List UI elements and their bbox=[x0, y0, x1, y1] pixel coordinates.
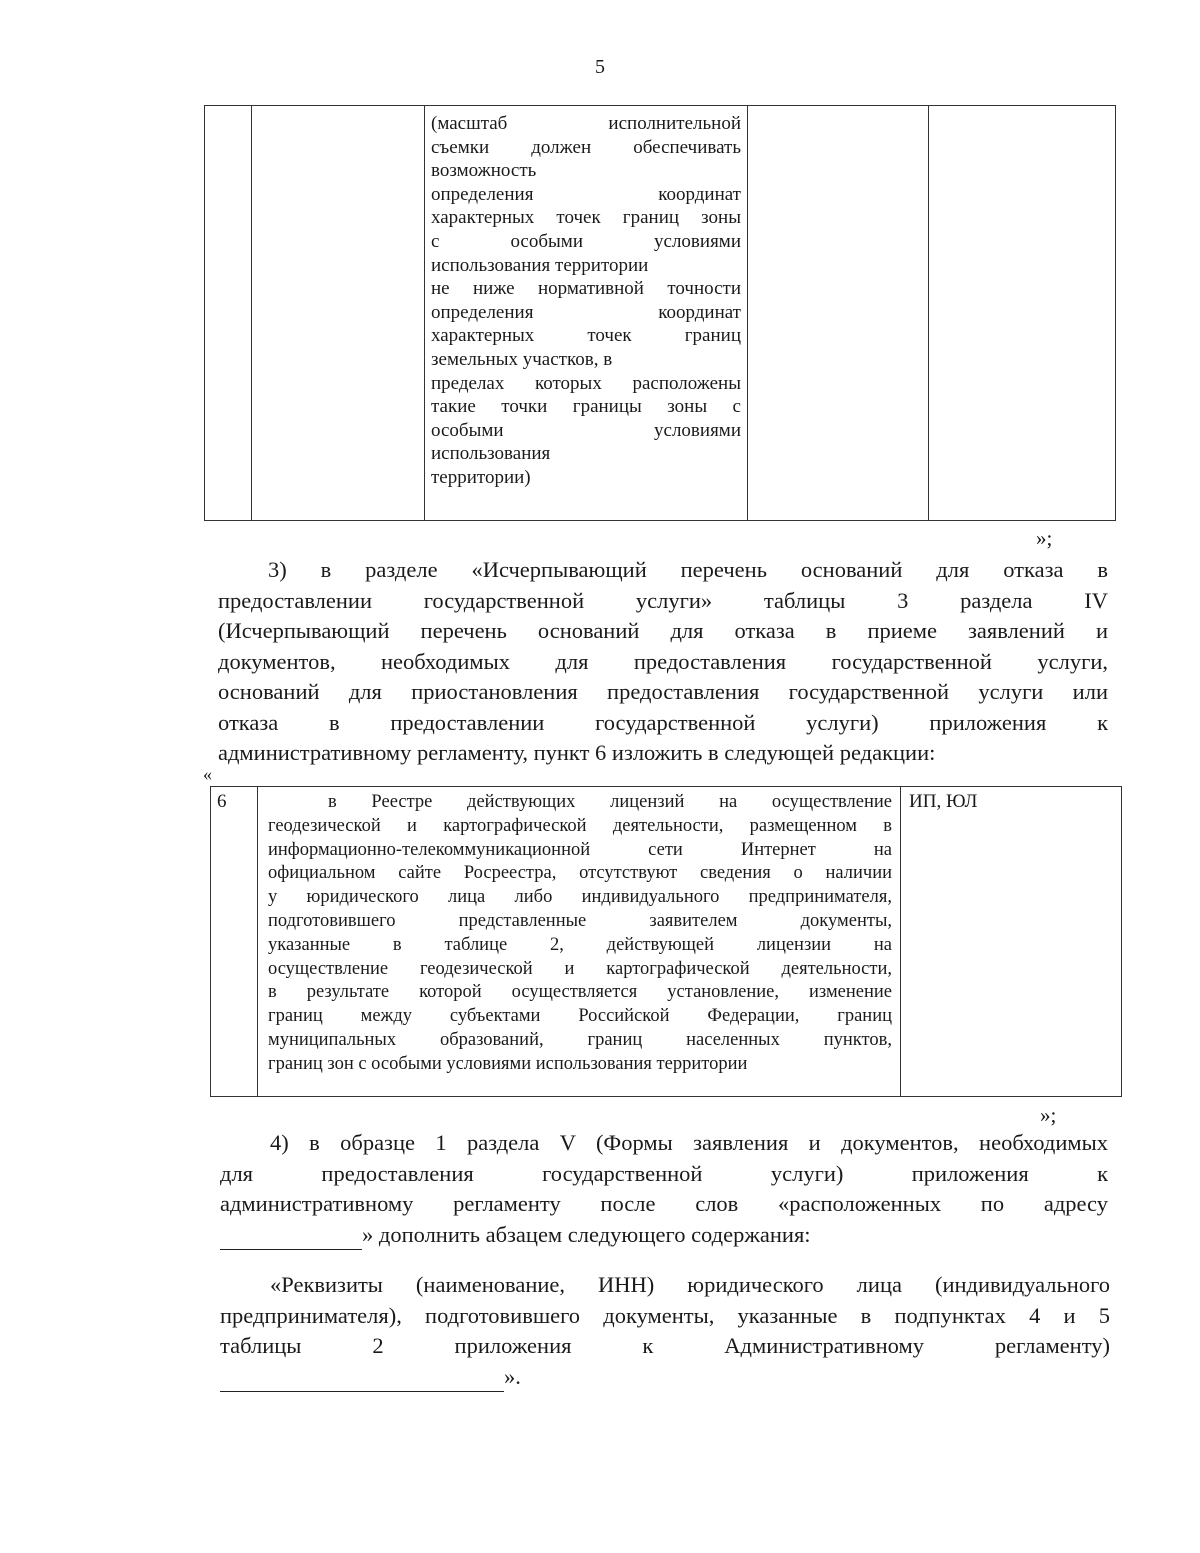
requirements-line: земельных участков, в bbox=[431, 348, 613, 370]
paragraph-line: 4) в образце 1 раздела V (Формы заявления и документов, необходимых bbox=[270, 1130, 1108, 1155]
table-cell-applicants bbox=[901, 787, 1122, 1097]
requirements-line: использования территории bbox=[431, 254, 649, 276]
grounds-line: в Реестре действующих лицензий на осуществление bbox=[328, 792, 892, 812]
requirements-line: не ниже нормативной точности bbox=[431, 278, 741, 300]
closing-quote: »; bbox=[1036, 526, 1053, 550]
paragraph-text: ». bbox=[504, 1363, 521, 1389]
table-cell-number bbox=[211, 787, 258, 1097]
grounds-line: границ зон с особыми условиями использования территории bbox=[268, 1053, 748, 1074]
paragraph-line: 3) в разделе «Исчерпывающий перечень оснований для отказа в bbox=[268, 557, 1108, 582]
paragraph-3 bbox=[218, 555, 1108, 769]
grounds-line: указанные в таблице 2, действующей лицензии на bbox=[268, 934, 892, 955]
opening-quote: « bbox=[203, 764, 212, 784]
paragraph-text: » дополнить абзацем следующего содержания: bbox=[362, 1221, 811, 1247]
requirements-line: использования bbox=[431, 443, 551, 465]
requirements-line: (масштаб исполнительной bbox=[431, 113, 741, 134]
grounds-line: официальном сайте Росреестра, отсутствуют сведения о наличии bbox=[268, 863, 892, 884]
requirements-line: территории) bbox=[431, 466, 531, 488]
requirements-line: особыми условиями bbox=[431, 419, 741, 441]
paragraph-line: документов, необходимых для предоставления государственной услуги, bbox=[218, 648, 1108, 674]
applicant-types: ИП, ЮЛ bbox=[909, 791, 978, 812]
closing-quote: »; bbox=[1040, 1103, 1057, 1127]
grounds-line: в результате которой осуществляется установление, изменение bbox=[268, 982, 892, 1003]
requirements-line: такие точки границы зоны с bbox=[431, 396, 741, 418]
requirements-line: съемки должен обеспечивать bbox=[431, 136, 741, 158]
table-cell-grounds bbox=[258, 787, 901, 1097]
paragraph-line: административному регламенту, пункт 6 изложить в следующей редакции: bbox=[218, 740, 936, 765]
table-continuation bbox=[204, 105, 1116, 521]
paragraph-line: предпринимателя), подготовившего документы, указанные в подпунктах 4 и 5 bbox=[220, 1302, 1110, 1328]
paragraph-line: предоставлении государственной услуги» таблицы 3 раздела IV bbox=[218, 587, 1108, 613]
grounds-line: информационно-телекоммуникационной сети Интернет на bbox=[268, 839, 892, 860]
grounds-line: муниципальных образований, границ населенных пунктов, bbox=[268, 1029, 892, 1050]
paragraph-line: (Исчерпывающий перечень оснований для отказа в приеме заявлений и bbox=[218, 618, 1108, 643]
grounds-line: у юридического лица либо индивидуального предпринимателя, bbox=[268, 887, 892, 908]
table-cell-name bbox=[252, 106, 425, 521]
table-row bbox=[205, 106, 1116, 521]
paragraph-line: для предоставления государственной услуги) приложения к bbox=[220, 1160, 1108, 1186]
table-cell-number bbox=[205, 106, 252, 521]
grounds-line: геодезической и картографической деятельности, размещенном в bbox=[268, 815, 892, 836]
requirements-line: характерных точек границ bbox=[431, 325, 741, 347]
paragraph-4 bbox=[220, 1128, 1108, 1250]
item-number: 6 bbox=[217, 791, 227, 812]
requirements-text bbox=[425, 106, 747, 490]
requirements-line: возможность bbox=[431, 160, 537, 182]
grounds-line: подготовившего представленные заявителем документы, bbox=[268, 910, 892, 931]
requirements-line: определения координат bbox=[431, 301, 741, 323]
paragraph-line: административному регламенту после слов «расположенных по адресу bbox=[220, 1191, 1108, 1216]
paragraph-line bbox=[220, 1362, 1110, 1393]
requirements-line: с особыми условиями bbox=[431, 230, 741, 252]
paragraph-line bbox=[220, 1220, 1108, 1251]
requirements-line: пределах которых расположены bbox=[431, 372, 741, 394]
page-number: 5 bbox=[595, 56, 605, 78]
table-cell-requirements bbox=[425, 106, 748, 521]
table-cell-empty bbox=[748, 106, 929, 521]
table-cell-empty bbox=[929, 106, 1116, 521]
requirements-line: характерных точек границ зоны bbox=[431, 207, 741, 229]
table-row bbox=[211, 787, 1122, 1097]
paragraph-line: оснований для приостановления предоставления государственной услуги или bbox=[218, 679, 1108, 704]
grounds-line: границ между субъектами Российской Федерации, границ bbox=[268, 1006, 892, 1027]
table-item-6 bbox=[210, 786, 1122, 1097]
paragraph-line: «Реквизиты (наименование, ИНН) юридического лица (индивидуального bbox=[270, 1272, 1110, 1297]
grounds-line: осуществление геодезической и картографической деятельности, bbox=[268, 958, 892, 979]
paragraph-5 bbox=[220, 1270, 1110, 1392]
blank-line bbox=[220, 1227, 362, 1250]
requirements-line: определения координат bbox=[431, 183, 741, 205]
paragraph-line: таблицы 2 приложения к Административному регламенту) bbox=[220, 1333, 1110, 1358]
grounds-text bbox=[258, 787, 900, 1077]
paragraph-line: отказа в предоставлении государственной услуги) приложения к bbox=[218, 709, 1108, 735]
blank-line bbox=[220, 1369, 504, 1392]
